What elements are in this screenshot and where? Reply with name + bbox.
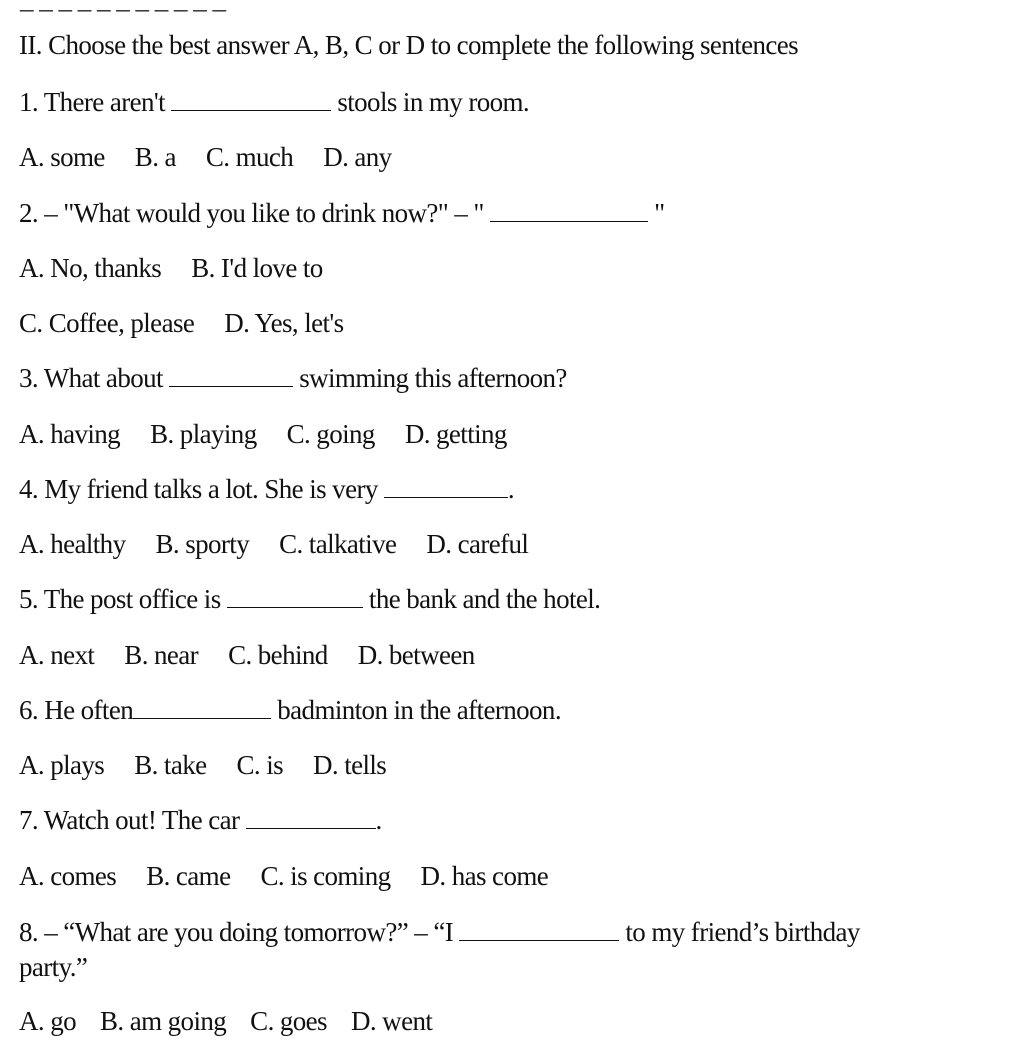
option-a: A. having <box>19 419 121 449</box>
question-3-options <box>19 418 507 450</box>
question-1-options <box>19 141 392 173</box>
option-b: B. came <box>146 861 231 891</box>
question-6-text-before: 6. He often <box>19 695 134 725</box>
option-d: D. went <box>350 1006 433 1036</box>
option-d: D. between <box>357 640 475 670</box>
option-c: C. going <box>286 419 375 449</box>
answer-blank <box>133 694 271 719</box>
option-b: B. playing <box>150 419 257 449</box>
option-b: B. a <box>134 142 176 172</box>
question-5-text-after: the bank and the hotel. <box>362 584 601 614</box>
question-3-text-before: 3. What about <box>19 363 170 393</box>
question-5-text-before: 5. The post office is <box>19 584 227 614</box>
question-6 <box>19 694 561 726</box>
answer-blank <box>384 473 508 498</box>
question-4 <box>19 473 514 505</box>
question-1-text-after: stools in my room. <box>331 87 530 117</box>
option-b: B. I'd love to <box>191 253 323 283</box>
question-8-continuation: party.” <box>19 952 88 982</box>
question-2 <box>19 197 665 229</box>
question-7-options <box>19 860 548 892</box>
question-7-text-after: . <box>375 805 382 835</box>
answer-blank <box>459 916 619 941</box>
option-a: A. plays <box>19 750 105 780</box>
option-d: D. tells <box>313 750 387 780</box>
option-c: C. talkative <box>279 529 397 559</box>
option-a: A. No, thanks <box>19 253 162 283</box>
answer-blank <box>171 86 331 111</box>
question-1-text-before: 1. There aren't <box>19 87 172 117</box>
answer-blank <box>227 583 363 608</box>
option-b: B. near <box>124 640 199 670</box>
option-a: A. comes <box>19 861 117 891</box>
question-4-text-before: 4. My friend talks a lot. She is very <box>19 474 384 504</box>
option-d: D. getting <box>404 419 507 449</box>
question-3 <box>19 362 567 394</box>
question-4-text-after: . <box>507 474 515 504</box>
option-c: C. much <box>205 142 294 172</box>
option-d: D. Yes, let's <box>224 308 344 338</box>
option-c: C. is coming <box>260 861 391 891</box>
answer-blank <box>169 362 293 387</box>
question-8-text-before: 8. – “What are you doing tomorrow?” – “I <box>19 917 460 947</box>
question-7-text-before: 7. Watch out! The car <box>19 805 246 835</box>
option-d: D. careful <box>426 529 529 559</box>
question-5-options <box>19 639 475 671</box>
section-title: II. Choose the best answer A, B, C or D to complete the following sentences <box>19 30 799 60</box>
option-b: B. take <box>134 750 207 780</box>
question-2-text-after: " <box>648 198 665 228</box>
question-6-options <box>19 749 386 781</box>
option-a: A. go <box>19 1006 76 1036</box>
option-a: A. next <box>19 640 95 670</box>
option-d: D. has come <box>420 861 549 891</box>
option-d: D. any <box>323 142 392 172</box>
question-8-text-after: to my friend’s birthday <box>619 917 860 947</box>
option-a: A. healthy <box>19 529 126 559</box>
answer-blank <box>246 804 376 829</box>
option-b: B. am going <box>100 1006 227 1036</box>
cropped-header-fragment <box>20 0 226 15</box>
question-8 <box>19 916 860 948</box>
answer-blank <box>490 197 648 222</box>
question-2-options-row-1 <box>19 252 323 284</box>
question-4-options <box>19 528 528 560</box>
question-2-text-before: 2. – "What would you like to drink now?" – " <box>19 198 490 228</box>
question-6-text-after: badminton in the afternoon. <box>271 695 561 725</box>
option-a: A. some <box>19 142 105 172</box>
option-b: B. sporty <box>155 529 250 559</box>
option-c: C. is <box>236 750 284 780</box>
option-c: C. Coffee, please <box>19 308 195 338</box>
question-1 <box>19 86 529 118</box>
question-7 <box>19 804 382 836</box>
option-c: C. behind <box>228 640 328 670</box>
question-5 <box>19 583 600 615</box>
option-c: C. goes <box>250 1006 327 1036</box>
question-8-options <box>19 1005 432 1037</box>
question-3-text-after: swimming this afternoon? <box>293 363 567 393</box>
question-2-options-row-2 <box>19 307 344 339</box>
